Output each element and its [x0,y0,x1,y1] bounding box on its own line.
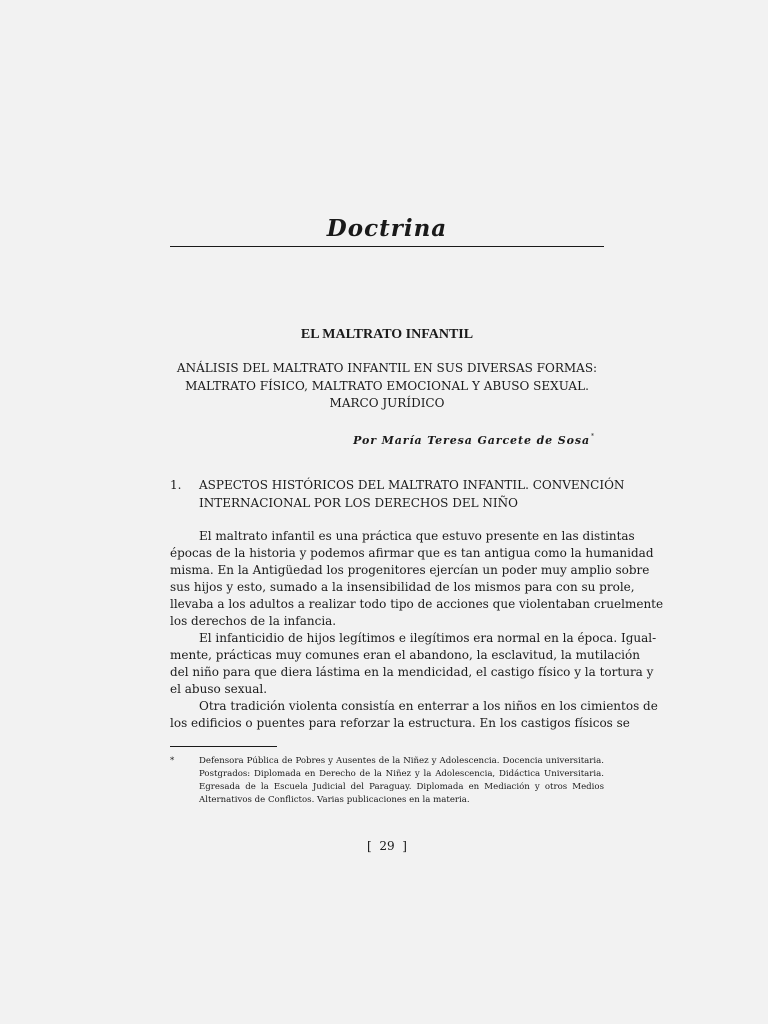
footnote-line: Alternativos de Conflictos. Varias publicaciones en la materia. [199,795,470,805]
paragraph [170,630,657,698]
footnote [170,755,604,807]
text-line: llevaba a los adultos a realizar todo tipo de acciones que violentaban cruelmente [170,597,664,611]
footnote-mark: * [170,756,175,766]
text-line: Otra tradición violenta consistía en enterrar a los niños en los cimientos de [199,699,658,713]
paragraph [170,698,658,732]
footnote-line: Egresada de la Escuela Judicial del Paraguay. Diplomada en Mediación y otros Medios [199,782,604,792]
text-line: misma. En la Antigüedad los progenitores ejercían un poder muy amplio sobre [170,563,650,577]
heading-number: 1. [170,478,182,492]
footnote-rule [170,746,277,747]
text-line: del niño para que diera lástima en la mendicidad, el castigo físico y la tortura y [170,665,654,679]
section-header: Doctrina [326,215,448,242]
text-line: los edificios o puentes para reforzar la estructura. En los castigos físicos se [170,716,630,730]
article-subtitle [170,360,604,413]
text-line: El maltrato infantil es una práctica que estuvo presente en las distintas [199,529,635,543]
text-line: El infanticidio de hijos legítimos e ilegítimos era normal en la época. Igual- [199,631,657,645]
author-byline [353,429,594,449]
page-number: [ 29 ] [367,839,407,853]
body-text [170,528,664,732]
text-line: épocas de la historia y podemos afirmar que es tan antigua como la humanidad [170,546,654,560]
subtitle-line: MALTRATO FÍSICO, MALTRATO EMOCIONAL Y ABUSO SEXUAL. [185,378,589,393]
text-line: mente, prácticas muy comunes eran el abandono, la esclavitud, la mutilación [170,648,640,662]
paragraph [170,528,664,630]
heading-line: ASPECTOS HISTÓRICOS DEL MALTRATO INFANTIL. CONVENCIÓN [199,478,625,492]
footnote-line: Postgrados: Diplomada en Derecho de la Niñez y la Adolescencia, Didáctica Universitaria. [199,769,604,779]
text-line: los derechos de la infancia. [170,614,337,628]
footnote-line: Defensora Pública de Pobres y Ausentes de la Niñez y Adolescencia. Docencia universitaria. [199,756,604,766]
text-line: el abuso sexual. [170,682,268,696]
article-title: EL MALTRATO INFANTIL [300,327,474,342]
subtitle-line: ANÁLISIS DEL MALTRATO INFANTIL EN SUS DIVERSAS FORMAS: [176,361,598,375]
header-rule [170,246,604,247]
subtitle-line: MARCO JURÍDICO [329,396,445,410]
author-footnote-mark[interactable]: * [591,433,594,440]
author-name: Por María Teresa Garcete de Sosa [353,434,590,447]
text-line: sus hijos y esto, sumado a la insensibilidad de los mismos para con su prole, [170,580,635,594]
section-heading [170,477,625,512]
heading-line: INTERNACIONAL POR LOS DERECHOS DEL NIÑO [199,495,518,510]
